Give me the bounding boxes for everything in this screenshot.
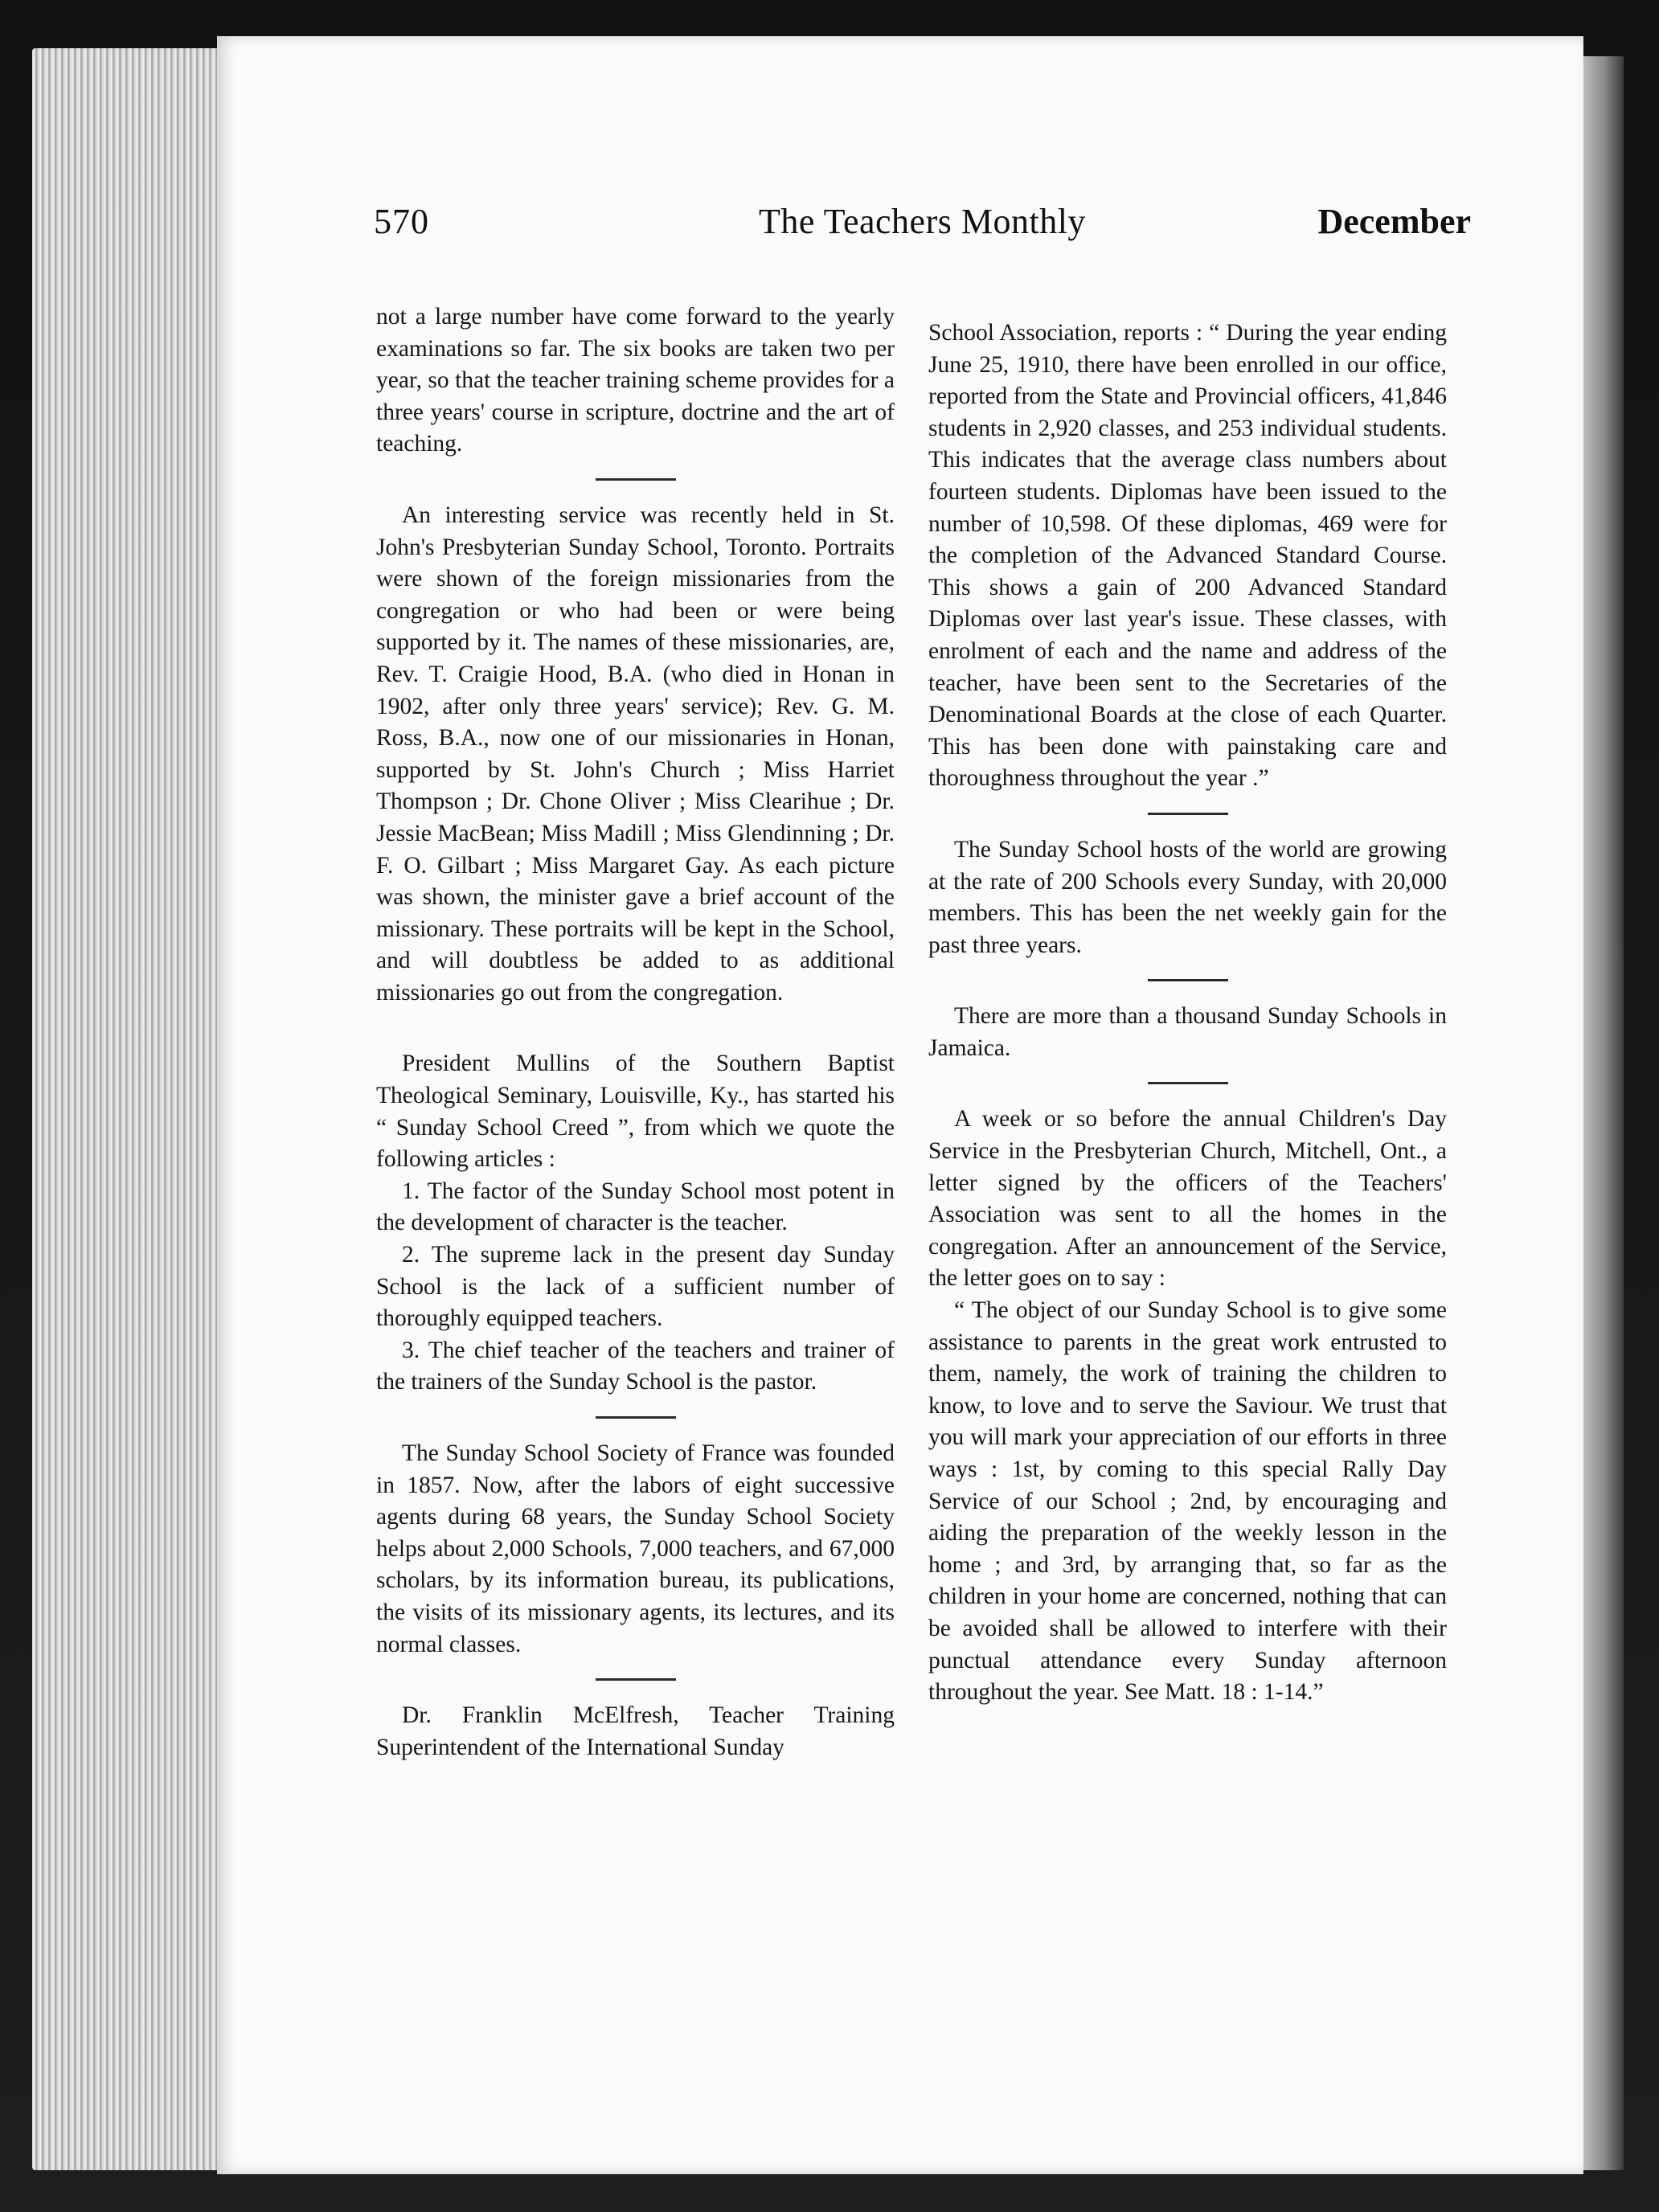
list-item: 2. The supreme lack in the present day Sunday School is the lack of a sufficient number of thoroughly equipped teachers. (376, 1242, 895, 1332)
book-page (217, 36, 1583, 2174)
paragraph: School Association, reports : “ During the year ending June 25, 1910, there have been enrolled in our office, reported from the State and Provincial officers, 41,846 students in 2,920 classes, and 253 individual students. This indicates that the average class numbers about fourteen students. Diplomas have been issued to the number of 10,598. Of these diplomas, 469 were for the completion of the Advanced Standard Course. This shows a gain of 200 Advanced Standard Diplomas over last year's issue. These classes, with enrolment of each and the name and address of the teacher, have been sent to the Secretaries of the Denominational Boards at the close of each Quarter. This has been done with painstaking care and thoroughness throughout the year .” (928, 320, 1447, 792)
section-divider (1148, 1082, 1228, 1084)
paragraph: Dr. Franklin McElfresh, Teacher Training Superintendent of the International Sunday (376, 1702, 895, 1760)
running-title: The Teachers Monthly (759, 202, 1086, 241)
paragraph: President Mullins of the Southern Baptist Theological Seminary, Louisville, Ky., has started his “ Sunday School Creed ”, from which we quote the following articles : (376, 1051, 895, 1173)
section-divider (596, 1416, 676, 1419)
section-divider (596, 1678, 676, 1681)
page-header (374, 201, 1471, 265)
section-divider (1148, 813, 1228, 815)
left-column (376, 301, 895, 1763)
paragraph: A week or so before the annual Children's Day Service in the Presbyterian Church, Mitchell, Ont., a letter signed by the officers of the Teachers' Association was sent to all the homes in the congregation. After an announcement of the Service, the letter goes on to say : (928, 1106, 1447, 1292)
list-item: 1. The factor of the Sunday School most potent in the development of character is the teacher. (376, 1178, 895, 1236)
issue-month: December (1317, 202, 1471, 241)
section-divider (1148, 979, 1228, 981)
paragraph: The Sunday School Society of France was founded in 1857. Now, after the labors of eight successive agents during 68 years, the Sunday School Society helps about 2,000 Schools, 7,000 teachers, and 67,000 scholars, by its information bureau, its publications, the visits of its missionary agents, its lectures, and its normal classes. (376, 1440, 895, 1657)
section-divider (596, 478, 676, 481)
paragraph: An interesting service was recently held in St. John's Presbyterian Sunday School, Toronto. Portraits were shown of the foreign missionaries from the congregation or who had been or were being supported by it. The names of these missionaries, are, Rev. T. Craigie Hood, B.A. (who died in Honan in 1902, after only three years' service); Rev. G. M. Ross, B.A., now one of our missionaries in Honan, supported by St. John's Church ; Miss Harriet Thompson ; Dr. Chone Oliver ; Miss Clearihue ; Dr. Jessie MacBean; Miss Madill ; Miss Glendinning ; Dr. F. O. Gilbart ; Miss Margaret Gay. As each picture was shown, the minister gave a brief account of the missionary. These portraits will be kept in the School, and will doubtless be added to as additional missionaries go out from the congregation. (376, 502, 895, 1006)
paragraph: “ The object of our Sunday School is to give some assistance to parents in the great work entrusted to them, namely, the work of training the children to know, to love and to serve the Saviour. We trust that you will mark your appreciation of our efforts in three ways : 1st, by coming to this special Rally Day Service of our School ; 2nd, by encouraging and aiding the preparation of the weekly lesson in the home ; and 3rd, by arranging that, so far as the children in your home are concerned, nothing that can be avoided shall be allowed to interfere with their punctual attendance every Sunday afternoon throughout the year. See Matt. 18 : 1-14.” (928, 1297, 1447, 1706)
list-item: 3. The chief teacher of the teachers and trainer of the trainers of the Sunday School is the pastor. (376, 1337, 895, 1395)
book-page-edges (32, 48, 225, 2170)
page-number: 570 (374, 202, 429, 241)
right-column (928, 317, 1447, 1709)
paragraph: The Sunday School hosts of the world are growing at the rate of 200 Schools every Sunday, with 20,000 members. This has been the net weekly gain for the past three years. (928, 836, 1447, 958)
paragraph: There are more than a thousand Sunday Schools in Jamaica. (928, 1003, 1447, 1061)
paragraph: not a large number have come forward to the yearly examinations so far. The six books are taken two per year, so that the teacher training scheme provides for a three years' course in scripture, doctrine and the art of teaching. (376, 304, 895, 457)
